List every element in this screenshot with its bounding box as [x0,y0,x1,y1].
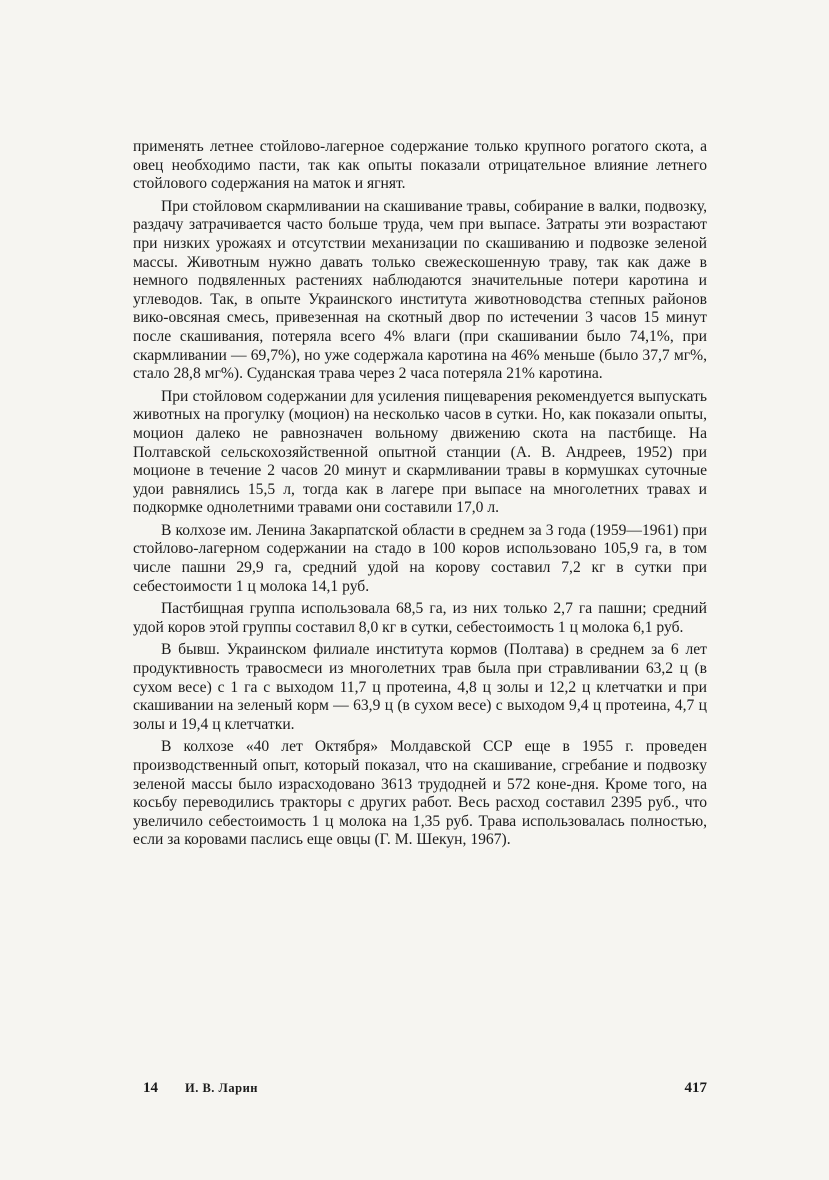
paragraph-6: В бывш. Украинском филиале института кормов (Полтава) в среднем за 6 лет продуктивность травосмеси из многолетних трав была при стравливании 63,2 ц (в сухом весе) с 1 га с выходом 11,7 ц протеина, 4,8 ц золы и 12,2 ц клетчатки и при скашивании на зеленый корм — 63,9 ц (в сухом весе) с выходом 9,4 ц протеина, 4,7 ц золы и 19,4 ц клетчатки. [133,641,707,733]
paragraph-4: В колхозе им. Ленина Закарпатской области в среднем за 3 года (1959—1961) при стойлово-лагерном содержании на стадо в 100 коров использовано 105,9 га, в том числе пашни 29,9 га, средний удой на корову составил 7,2 кг в сутки при себестоимости 1 ц молока 14,1 руб. [133,521,707,595]
paragraph-1: применять летнее стойлово-лагерное содержание только крупного рогатого скота, а овец необходимо пасти, так как опыты показали отрицательное влияние летнего стойлового содержания на маток и ягнят. [133,138,707,193]
paragraph-5: Пастбищная группа использовала 68,5 га, из них только 2,7 га пашни; средний удой коров этой группы составил 8,0 кг в сутки, себестоимость 1 ц молока 6,1 руб. [133,600,707,636]
paragraph-3: При стойловом содержании для усиления пищеварения рекомендуется выпускать животных на прогулку (моцион) на несколько часов в сутки. Но, как показали опыты, моцион далеко не равнозначен вольному движению скота на пастбище. На Полтавской сельскохозяйственной опытной станции (А. В. Андреев, 1952) при моционе в течение 2 часов 20 минут и скармливании травы в кормушках суточные удои равнялись 15,5 л, тогда как в лагере при выпасе на многолетних травах и подкормке однолетними травами они составили 17,0 л. [133,387,707,517]
paragraph-7: В колхозе «40 лет Октября» Молдавской ССР еще в 1955 г. проведен производственный опыт, который показал, что на скашивание, сгребание и подвозку зеленой массы было израсходовано 3613 трудодней и 572 коне-дня. Кроме того, на косьбу переводились тракторы с других работ. Весь расход составил 2395 руб., что увеличило себестоимость 1 ц молока на 1,35 руб. Трава использовалась полностью, если за коровами паслись еще овцы (Г. М. Шекун, 1967). [133,738,707,849]
paragraph-2: При стойловом скармливании на скашивание травы, собирание в валки, подвозку, раздачу затрачивается часто больше труда, чем при выпасе. Затраты эти возрастают при низких урожаях и отсутствии механизации по скашиванию и подвозке зеленой массы. Животным нужно давать только свежескошенную траву, так как даже в немного подвяленных растениях наблюдаются значительные потери каротина и углеводов. Так, в опыте Украинского института животноводства степных районов вико-овсяная смесь, привезенная на скотный двор по истечении 3 часов 15 минут после скашивания, потеряла всего 4% влаги (при скашивании было 74,1%, при скармливании — 69,7%), но уже содержала каротина на 46% меньше (было 37,7 мг%, стало 28,8 мг%). Суданская трава через 2 часа потеряла 21% каротина. [133,197,707,383]
page-number: 417 [684,1080,707,1096]
page-body [133,138,707,854]
signature-number: 14 [143,1080,158,1096]
signature-author: И. В. Ларин [185,1081,258,1095]
